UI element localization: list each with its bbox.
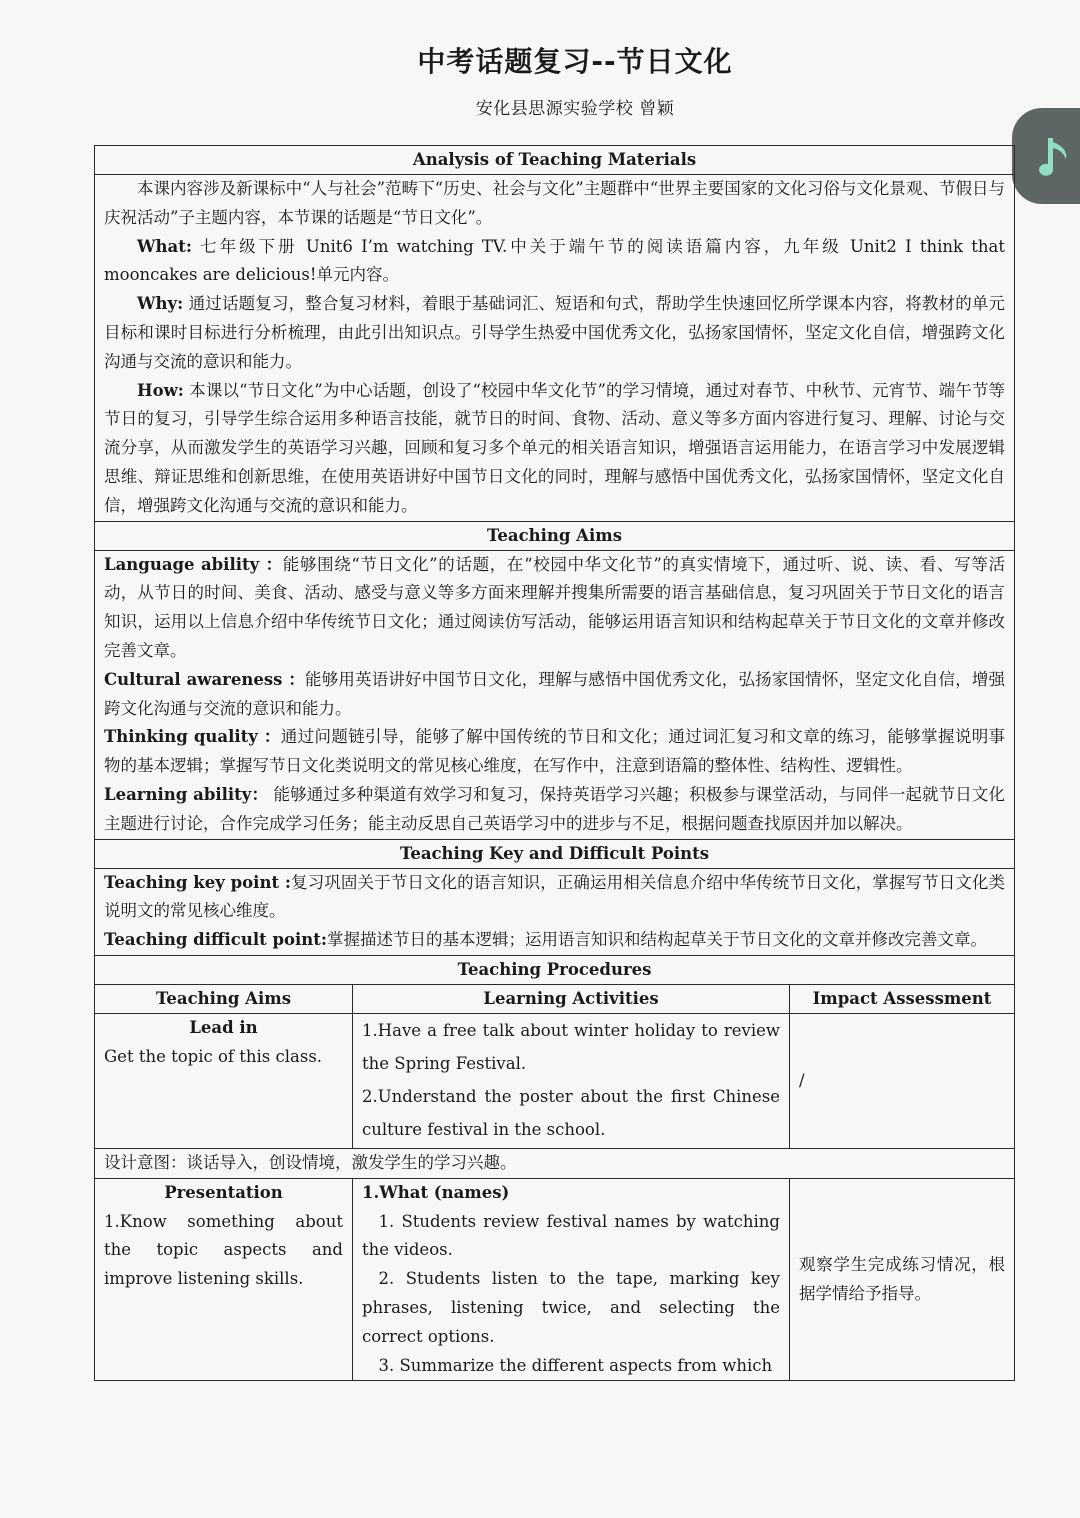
analysis-what: [104, 233, 1005, 291]
presentation-aim: 1.Know something about the topic aspects and improve listening skills.: [104, 1211, 343, 1289]
author-line: 安化县思源实验学校 曾颖: [475, 99, 675, 119]
presentation-activity-1: 1. Students review festival names by watching the videos.: [362, 1211, 780, 1260]
music-note-icon: [1034, 132, 1074, 180]
aim-thinking-label: Thinking quality ：: [104, 727, 281, 747]
presentation-activity-3: 3. Summarize the different aspects from which: [378, 1355, 773, 1375]
why-label: Why:: [137, 294, 184, 314]
music-player-button[interactable]: [1012, 108, 1080, 204]
aim-learning-text: 能够通过多种渠道有效学习和复习，保持英语学习兴趣；积极参与课堂活动，与同伴一起就节日文化主题进行讨论，合作完成学习任务；能主动反思自己英语学习中的进步与不足，根据问题查找原因并加以解决。: [104, 784, 1006, 833]
presentation-activity-2: 2. Students listen to the tape, marking key phrases, listening twice, and selecting the correct options.: [362, 1269, 780, 1346]
section-heading-analysis: Analysis of Teaching Materials: [95, 146, 1015, 175]
aim-thinking-text: 通过问题链引导，能够了解中国传统的节日和文化；通过词汇复习和文章的练习，能够掌握说明事物的基本逻辑；掌握写节日文化类说明文的常见核心维度，在写作中，注意到语篇的整体性、结构性、逻辑性。: [104, 727, 1006, 776]
difficult-point-label: Teaching difficult point:: [104, 930, 327, 950]
lead-in-activity-cell: [353, 1013, 790, 1148]
lead-in-assessment: /: [799, 1070, 805, 1090]
difficult-point: [104, 926, 1005, 955]
presentation-assessment: 观察学生完成练习情况，根据学情给予指导。: [799, 1254, 1006, 1303]
page-title: 中考话题复习--节日文化: [417, 45, 733, 78]
aim-learning: [104, 781, 1005, 839]
lead-in-activity-1: 1.Have a free talk about winter holiday to review the Spring Festival.: [362, 1020, 780, 1073]
lead-in-aim-cell: [95, 1013, 353, 1148]
analysis-intro: 本课内容涉及新课标中“人与社会”范畴下“历史、社会与文化”主题群中“世界主要国家的文化习俗与文化景观、节假日与庆祝活动”子主题内容，本节课的话题是“节日文化”。: [104, 179, 1006, 227]
section-heading-key-points: Teaching Key and Difficult Points: [95, 839, 1015, 868]
column-header-activities: Learning Activities: [353, 984, 790, 1013]
presentation-aim-cell: [95, 1178, 353, 1381]
how-label: How:: [137, 380, 184, 400]
lead-in-title: Lead in: [189, 1017, 258, 1037]
section-heading-aims: Teaching Aims: [95, 521, 1015, 550]
aim-culture: [104, 666, 1005, 724]
key-points-content: [95, 868, 1015, 955]
section-heading-procedures: Teaching Procedures: [95, 955, 1015, 984]
why-text: 通过话题复习，整合复习材料，着眼于基础词汇、短语和句式，帮助学生快速回忆所学课本内容，将教材的单元目标和课时目标进行分析梳理，由此引出知识点。引导学生热爱中国优秀文化，弘扬家国情怀，坚定文化自信，增强跨文化沟通与交流的意识和能力。: [104, 294, 1006, 371]
aim-language: [104, 551, 1005, 666]
aim-language-text: 能够围绕“节日文化”的话题，在“校园中华文化节”的真实情境下，通过听、说、读、看、写等活动，从节日的时间、美食、活动、感受与意义等多方面来理解并搜集所需要的语言基础信息，复习巩固关于节日文化的语言知识，运用以上信息介绍中华传统节日文化；通过阅读仿写活动，能够运用语言知识和结构起草关于节日文化的文章并修改完善文章。: [104, 554, 1006, 660]
aim-culture-text: 能够用英语讲好中国节日文化，理解与感悟中国优秀文化，弘扬家国情怀，坚定文化自信，增强跨文化沟通与交流的意识和能力。: [104, 669, 1006, 718]
analysis-how: [104, 377, 1005, 521]
presentation-activity-title: 1.What (names): [362, 1182, 510, 1202]
what-text: 七年级下册 Unit6 I’m watching TV.中关于端午节的阅读语篇内容，九年级 Unit2 I think that mooncakes are delicious!单元内容。: [104, 236, 1006, 285]
design-note: 设计意图：谈话导入，创设情境，激发学生的学习兴趣。: [104, 1152, 517, 1172]
lead-in-aim: Get the topic of this class.: [104, 1046, 323, 1066]
difficult-point-text: 掌握描述节日的基本逻辑；运用语言知识和结构起草关于节日文化的文章并修改完善文章。: [326, 930, 987, 950]
presentation-assessment-cell: [790, 1178, 1015, 1381]
presentation-title: Presentation: [164, 1182, 283, 1202]
column-header-aims: Teaching Aims: [95, 984, 353, 1013]
lead-in-assessment-cell: [790, 1013, 1015, 1148]
lesson-plan-table: [94, 145, 1015, 1381]
lead-in-activity-2: 2.Understand the poster about the first Chinese culture festival in the school.: [362, 1086, 780, 1139]
aims-content: [95, 550, 1015, 839]
aim-learning-label: Learning ability：: [104, 784, 269, 804]
what-label: What:: [137, 236, 192, 256]
presentation-activity-cell: [353, 1178, 790, 1381]
how-text: 本课以“节日文化”为中心话题，创设了“校园中华文化节”的学习情境，通过对春节、中秋节、元宵节、端午节等节日的复习，引导学生综合运用多种语言技能，就节日的时间、食物、活动、意义等多方面内容进行复习、理解、讨论与交流分享，从而激发学生的英语学习兴趣，回顾和复习多个单元的相关语言知识，增强语言运用能力，在语言学习中发展逻辑思维、辩证思维和创新思维，在使用英语讲好中国节日文化的同时，理解与感悟中国优秀文化，弘扬家国情怀，坚定文化自信，增强跨文化沟通与交流的意识和能力。: [104, 380, 1006, 515]
analysis-why: [104, 290, 1005, 376]
aim-culture-label: Cultural awareness ：: [104, 669, 306, 689]
key-point: [104, 869, 1005, 927]
aim-thinking: [104, 723, 1005, 781]
key-point-text: 复习巩固关于节日文化的语言知识，正确运用相关信息介绍中华传统节日文化，掌握写节日文化类说明文的常见核心维度。: [104, 872, 1006, 921]
column-header-assessment: Impact Assessment: [790, 984, 1015, 1013]
analysis-content: [95, 175, 1015, 522]
aim-language-label: Language ability ：: [104, 554, 283, 574]
design-note-cell: [95, 1148, 1015, 1178]
key-point-label: Teaching key point :: [104, 872, 292, 892]
